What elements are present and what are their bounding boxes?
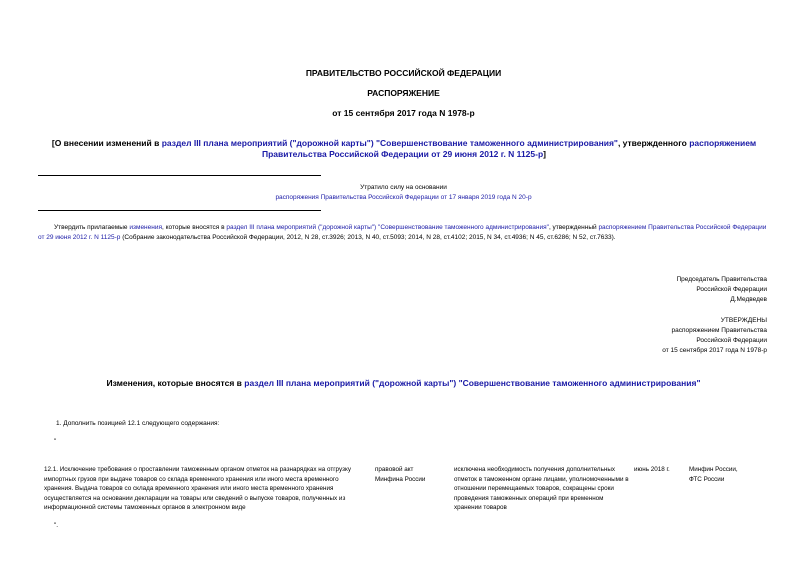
document-title bbox=[38, 138, 770, 160]
changes-heading bbox=[0, 378, 807, 388]
signature-block bbox=[676, 275, 767, 305]
status-line: Утратило силу на основании bbox=[360, 184, 447, 191]
divider-top bbox=[38, 175, 321, 176]
title-text-close: ] bbox=[543, 149, 546, 159]
approval-line-2: распоряжением Правительства bbox=[671, 327, 767, 334]
body-text-2: , которые вносятся в bbox=[162, 224, 227, 231]
body-link-order[interactable]: распоряжением Правительства Российской Федерации от 29 июня 2012 г. N 1125-р bbox=[38, 224, 767, 241]
divider-bottom bbox=[38, 210, 321, 211]
close-quote: ". bbox=[54, 522, 59, 529]
body-link-changes[interactable]: изменения bbox=[129, 224, 162, 231]
approval-line-3: Российской Федерации bbox=[696, 337, 767, 344]
status-notice bbox=[0, 183, 807, 203]
approval-line-1: УТВЕРЖДЕНЫ bbox=[720, 317, 767, 324]
title-text-mid: , утвержденного bbox=[617, 138, 690, 148]
document-type-heading: РАСПОРЯЖЕНИЕ bbox=[367, 88, 440, 98]
title-link-order[interactable]: распоряжением Правительства Российской Федерации от 29 июня 2012 г. N 1125-р bbox=[262, 138, 757, 159]
signature-line-2: Российской Федерации bbox=[696, 286, 767, 293]
table-cell-description: 12.1. Исключение требования о проставлении таможенным органом отметок на разнарядках на отгрузку импортных грузов при выдаче товаров со склада временного хранения или иного места временного хранения. Выдача товаров со склада временного хранения или иного места временного хранения осуществляется на основании декларации на товары или сведений о выпуске товаров, полученных из информационной системы таможенных органов в электронном виде bbox=[44, 466, 351, 511]
table-cell-result: исключена необходимость получения дополнительных отметок в таможенном органе лицами, уполномоченными в отношении перемещаемых товаров, сокращены сроки проведения таможенных операций при временном хранении товаров bbox=[454, 466, 629, 511]
open-quote: " bbox=[54, 438, 57, 445]
signature-line-1: Председатель Правительства bbox=[676, 276, 767, 283]
changes-heading-link[interactable]: раздел III плана мероприятий ("дорожной карты") "Совершенствование таможенного администрирования" bbox=[244, 378, 701, 388]
body-text-1: Утвердить прилагаемые bbox=[54, 224, 130, 231]
government-heading: ПРАВИТЕЛЬСТВО РОССИЙСКОЙ ФЕДЕРАЦИИ bbox=[305, 68, 502, 78]
item-1-text: 1. Дополнить позицией 12.1 следующего содержания: bbox=[56, 420, 220, 427]
table-cell-act: правовой акт Минфина России bbox=[375, 466, 426, 483]
signature-line-3: Д.Медведев bbox=[730, 296, 767, 303]
table-cell-responsible: Минфин России, ФТС России bbox=[689, 466, 738, 483]
changes-heading-text: Изменения, которые вносятся в bbox=[106, 378, 245, 388]
body-link-section[interactable]: раздел III плана мероприятий ("дорожной карты") "Совершенствование таможенного администрирования" bbox=[226, 224, 549, 231]
title-text-open: [О внесении изменений в bbox=[51, 138, 162, 148]
body-text-3: , утвержденный bbox=[548, 224, 599, 231]
document-date-number: от 15 сентября 2017 года N 1978-р bbox=[332, 108, 475, 118]
body-text-4: (Собрание законодательства Российской Федерации, 2012, N 28, ст.3926; 2013, N 40, ст.5093; 2014, N 28, ст.4102; 2015, N 34, ст.4936; N 45, ст.6286; N 52, ст.7633). bbox=[120, 234, 616, 241]
table-cell-deadline: июнь 2018 г. bbox=[634, 466, 670, 473]
status-link[interactable]: распоряжения Правительства Российской Федерации от 17 января 2019 года N 20-р bbox=[275, 194, 532, 201]
title-link-section[interactable]: раздел III плана мероприятий ("дорожной карты") "Совершенствование таможенного администрирования" bbox=[161, 138, 618, 148]
approval-line-4: от 15 сентября 2017 года N 1978-р bbox=[662, 347, 767, 354]
body-paragraph bbox=[38, 223, 770, 243]
approval-block bbox=[662, 316, 767, 356]
